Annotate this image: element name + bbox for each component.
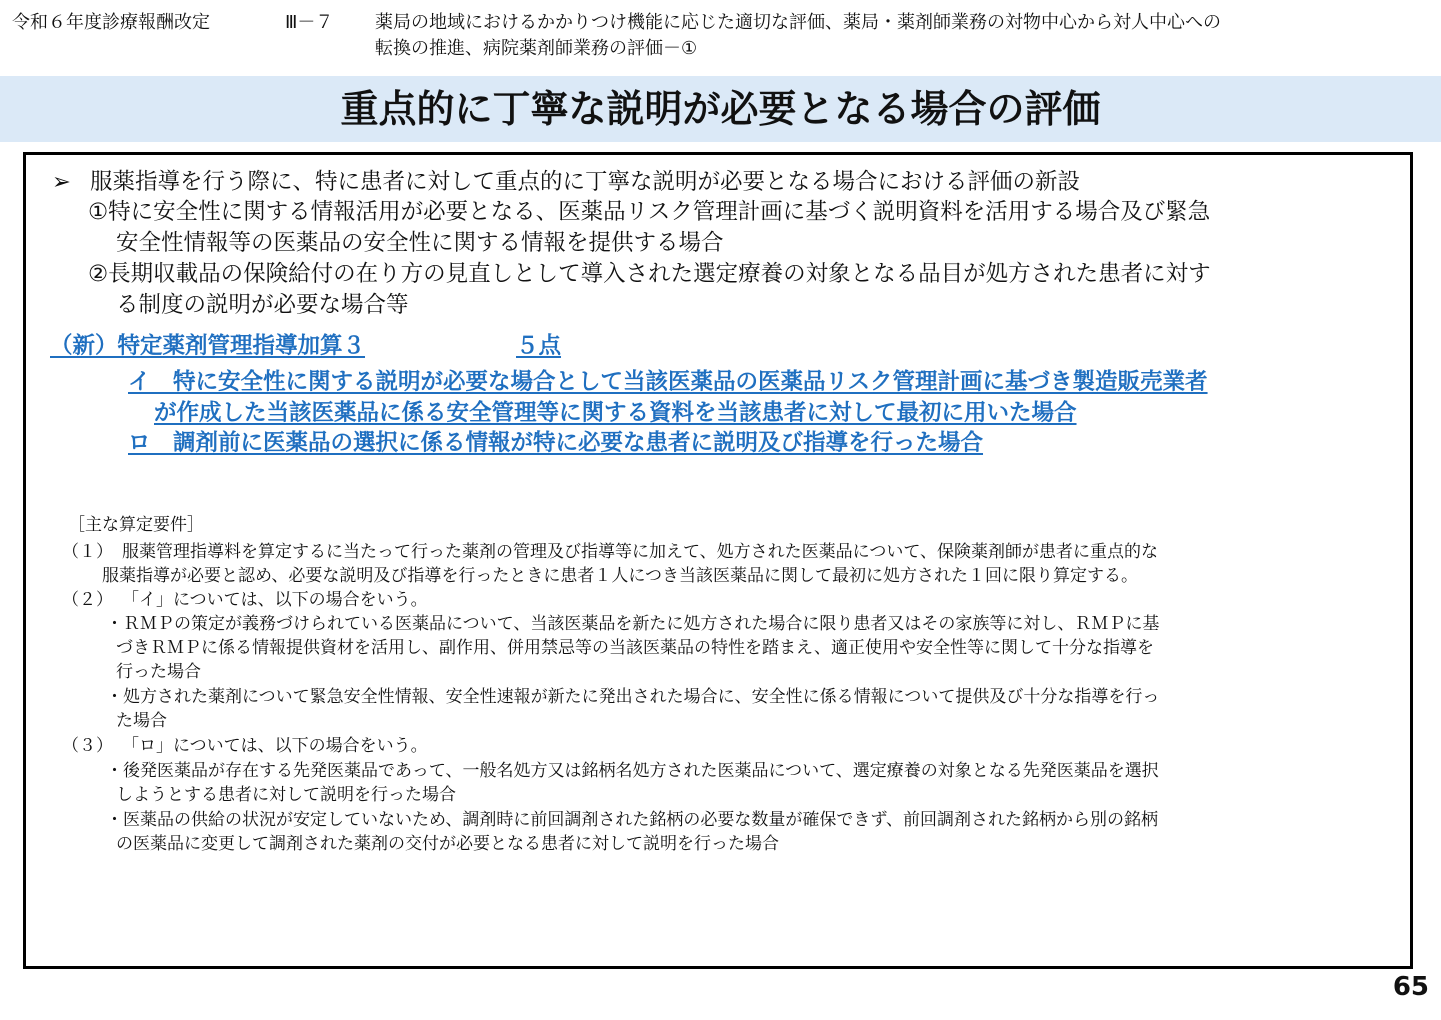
header-title-line-2: 転換の推進、病院薬剤師業務の評価－①	[375, 38, 698, 59]
arrow-bullet-icon: ➢	[52, 169, 71, 195]
requirement-2-bullet-2	[106, 685, 1159, 733]
requirement-3-bullet-2-line-2: の医薬品に変更して調剤された薬剤の交付が必要となる患者に対して説明を行った場合	[116, 834, 779, 854]
addition-points: ５点	[516, 333, 562, 359]
requirement-3-bullet-1-line-2: しようとする患者に対して説明を行った場合	[116, 785, 456, 805]
header-section-number: Ⅲ－７	[285, 12, 334, 33]
requirement-1-number: （１）	[62, 542, 113, 562]
header-section-title	[375, 10, 1221, 62]
page-title: 重点的に丁寧な説明が必要となる場合の評価	[340, 87, 1101, 131]
requirement-3-bullet-2-line-1: ・医薬品の供給の状況が安定していないため、調剤時に前回調剤された銘柄の必要な数量が確保できず、前回調剤された銘柄から別の銘柄	[106, 810, 1158, 830]
requirement-3-bullet-2	[106, 808, 1158, 856]
item-1	[88, 197, 1210, 259]
addition-sub-i-line-2: が作成した当該医薬品に係る安全管理等に関する資料を当該患者に対して最初に用いた場合	[154, 400, 1077, 426]
requirement-2-bullet-1-line-2: づきＲＭＰに係る情報提供資材を活用し、副作用、併用禁忌等の当該医薬品の特性を踏まえ、適正使用や安全性等に関して十分な指導を	[116, 638, 1155, 658]
item-1-line-1: ①特に安全性に関する情報活用が必要となる、医薬品リスク管理計画に基づく説明資料を活用する場合及び緊急	[88, 199, 1211, 225]
requirement-2-bullet-1-line-1: ・ＲＭＰの策定が義務づけられている医薬品について、当該医薬品を新たに処方された場合に限り患者又はその家族等に対し、ＲＭＰに基	[106, 614, 1160, 634]
lead-text: 服薬指導を行う際に、特に患者に対して重点的に丁寧な説明が必要となる場合における評価の新設	[90, 169, 1081, 195]
item-2-line-1: ②長期収載品の保険給付の在り方の見直しとして導入された選定療養の対象となる品目が処方された患者に対す	[88, 261, 1211, 287]
requirement-2-bullet-2-line-1: ・処方された薬剤について緊急安全性情報、安全性速報が新たに発出された場合に、安全性に係る情報について提供及び十分な指導を行っ	[106, 687, 1160, 707]
requirement-3-bullet-1-line-1: ・後発医薬品が存在する先発医薬品であって、一般名処方又は銘柄名処方された医薬品について、選定療養の対象となる先発医薬品を選択	[106, 761, 1159, 781]
requirements-heading: ［主な算定要件］	[68, 515, 204, 535]
requirement-2-bullet-1	[106, 612, 1159, 684]
item-2-line-2: る制度の説明が必要な場合等	[116, 292, 409, 318]
item-1-line-2: 安全性情報等の医薬品の安全性に関する情報を提供する場合	[116, 230, 724, 256]
addition-sub-i	[128, 367, 1208, 429]
addition-name: （新）特定薬剤管理指導加算３	[50, 333, 366, 359]
lead-bullet	[52, 166, 1080, 198]
requirement-2-bullet-2-line-2: た場合	[116, 711, 167, 731]
requirement-3-text: 「ロ」については、以下の場合をいう。	[122, 736, 428, 756]
requirement-2	[62, 588, 428, 612]
addition-sub-ro: ロ 調剤前に医薬品の選択に係る情報が特に必要な患者に説明及び指導を行った場合	[128, 430, 984, 456]
requirement-2-bullet-1-line-3: 行った場合	[116, 662, 201, 682]
requirement-1	[62, 540, 1158, 588]
requirement-3	[62, 734, 428, 758]
header-revision: 令和６年度診療報酬改定	[12, 12, 210, 33]
header-title-line-1: 薬局の地域におけるかかりつけ機能に応じた適切な評価、薬局・薬剤師業務の対物中心から対人中心への	[375, 12, 1221, 33]
addition-sub-i-line-1: イ 特に安全性に関する説明が必要な場合として当該医薬品の医薬品リスク管理計画に基づき製造販売業者	[128, 369, 1208, 395]
requirement-3-number: （３）	[62, 736, 113, 756]
requirement-1-line-2: 服薬指導が必要と認め、必要な説明及び指導を行ったときに患者１人につき当該医薬品に関して最初に処方された１回に限り算定する。	[102, 566, 1138, 586]
item-2	[88, 259, 1211, 321]
requirement-3-bullet-1	[106, 759, 1159, 807]
requirement-2-number: （２）	[62, 590, 113, 610]
title-bar	[0, 76, 1441, 142]
page-number: 65	[1392, 972, 1429, 1002]
requirement-2-text: 「イ」については、以下の場合をいう。	[122, 590, 428, 610]
requirement-1-line-1: 服薬管理指導料を算定するに当たって行った薬剤の管理及び指導等に加えて、処方された医薬品について、保険薬剤師が患者に重点的な	[122, 542, 1158, 562]
